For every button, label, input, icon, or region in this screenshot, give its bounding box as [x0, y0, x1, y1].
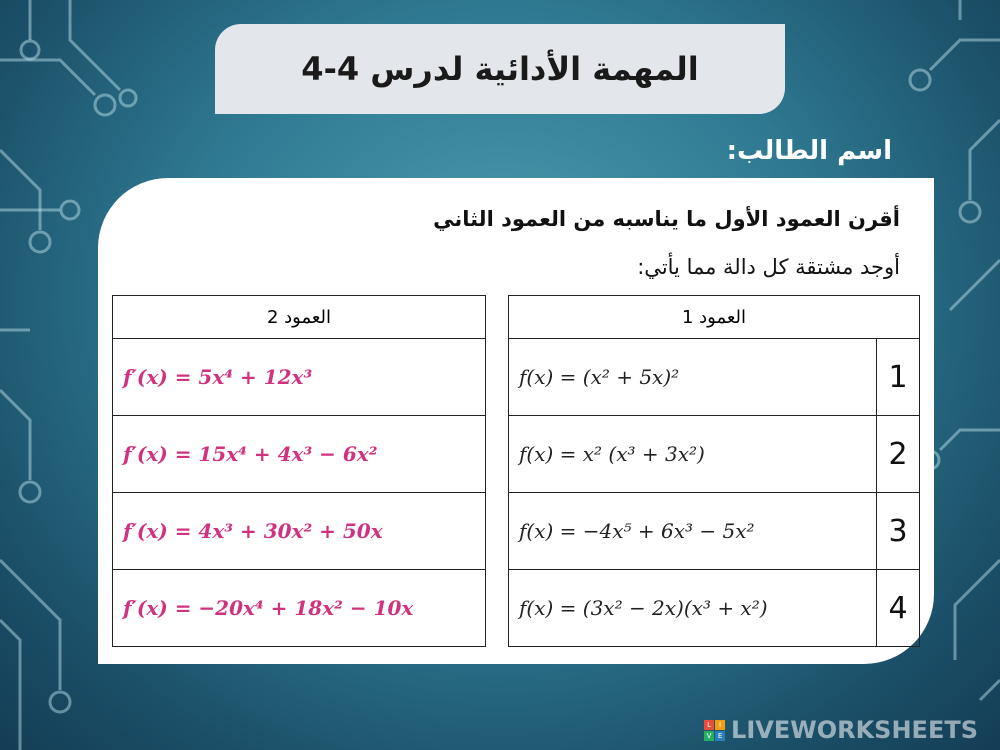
function-2[interactable]: f(x) = x² (x³ + 3x²) [509, 416, 877, 493]
derivative-option-4[interactable]: f′(x) = −20x⁴ + 18x² − 10x [113, 570, 486, 647]
student-name-label: اسم الطالب: [726, 136, 892, 166]
badge-letter: I [715, 720, 725, 730]
instruction-match: أقرن العمود الأول ما يناسبه من العمود الثاني [433, 207, 900, 231]
instruction-derivative: أوجد مشتقة كل دالة مما يأتي: [637, 255, 900, 279]
row-number-1: 1 [877, 339, 920, 416]
column-2-table [112, 295, 486, 647]
column-1-header: العمود 1 [509, 296, 920, 339]
logo-text: LIVEWORKSHEETS [731, 716, 978, 744]
column-2-header: العمود 2 [113, 296, 486, 339]
function-4[interactable]: f(x) = (3x² − 2x)(x³ + x²) [509, 570, 877, 647]
row-number-2: 2 [877, 416, 920, 493]
page-title: المهمة الأدائية لدرس 4-4 [301, 50, 699, 88]
badge-letter: E [715, 731, 725, 741]
row-number-4: 4 [877, 570, 920, 647]
derivative-option-1[interactable]: f′(x) = 5x⁴ + 12x³ [113, 339, 486, 416]
badge-letter: L [704, 720, 714, 730]
derivative-option-3[interactable]: f′(x) = 4x³ + 30x² + 50x [113, 493, 486, 570]
column-1-table [508, 295, 920, 647]
function-1[interactable]: f(x) = (x² + 5x)² [509, 339, 877, 416]
function-3[interactable]: f(x) = −4x⁵ + 6x³ − 5x² [509, 493, 877, 570]
badge-letter: V [704, 731, 714, 741]
liveworksheets-logo [704, 716, 978, 744]
derivative-option-2[interactable]: f′(x) = 15x⁴ + 4x³ − 6x² [113, 416, 486, 493]
title-banner [215, 24, 785, 114]
logo-badge-icon [704, 720, 725, 741]
row-number-3: 3 [877, 493, 920, 570]
